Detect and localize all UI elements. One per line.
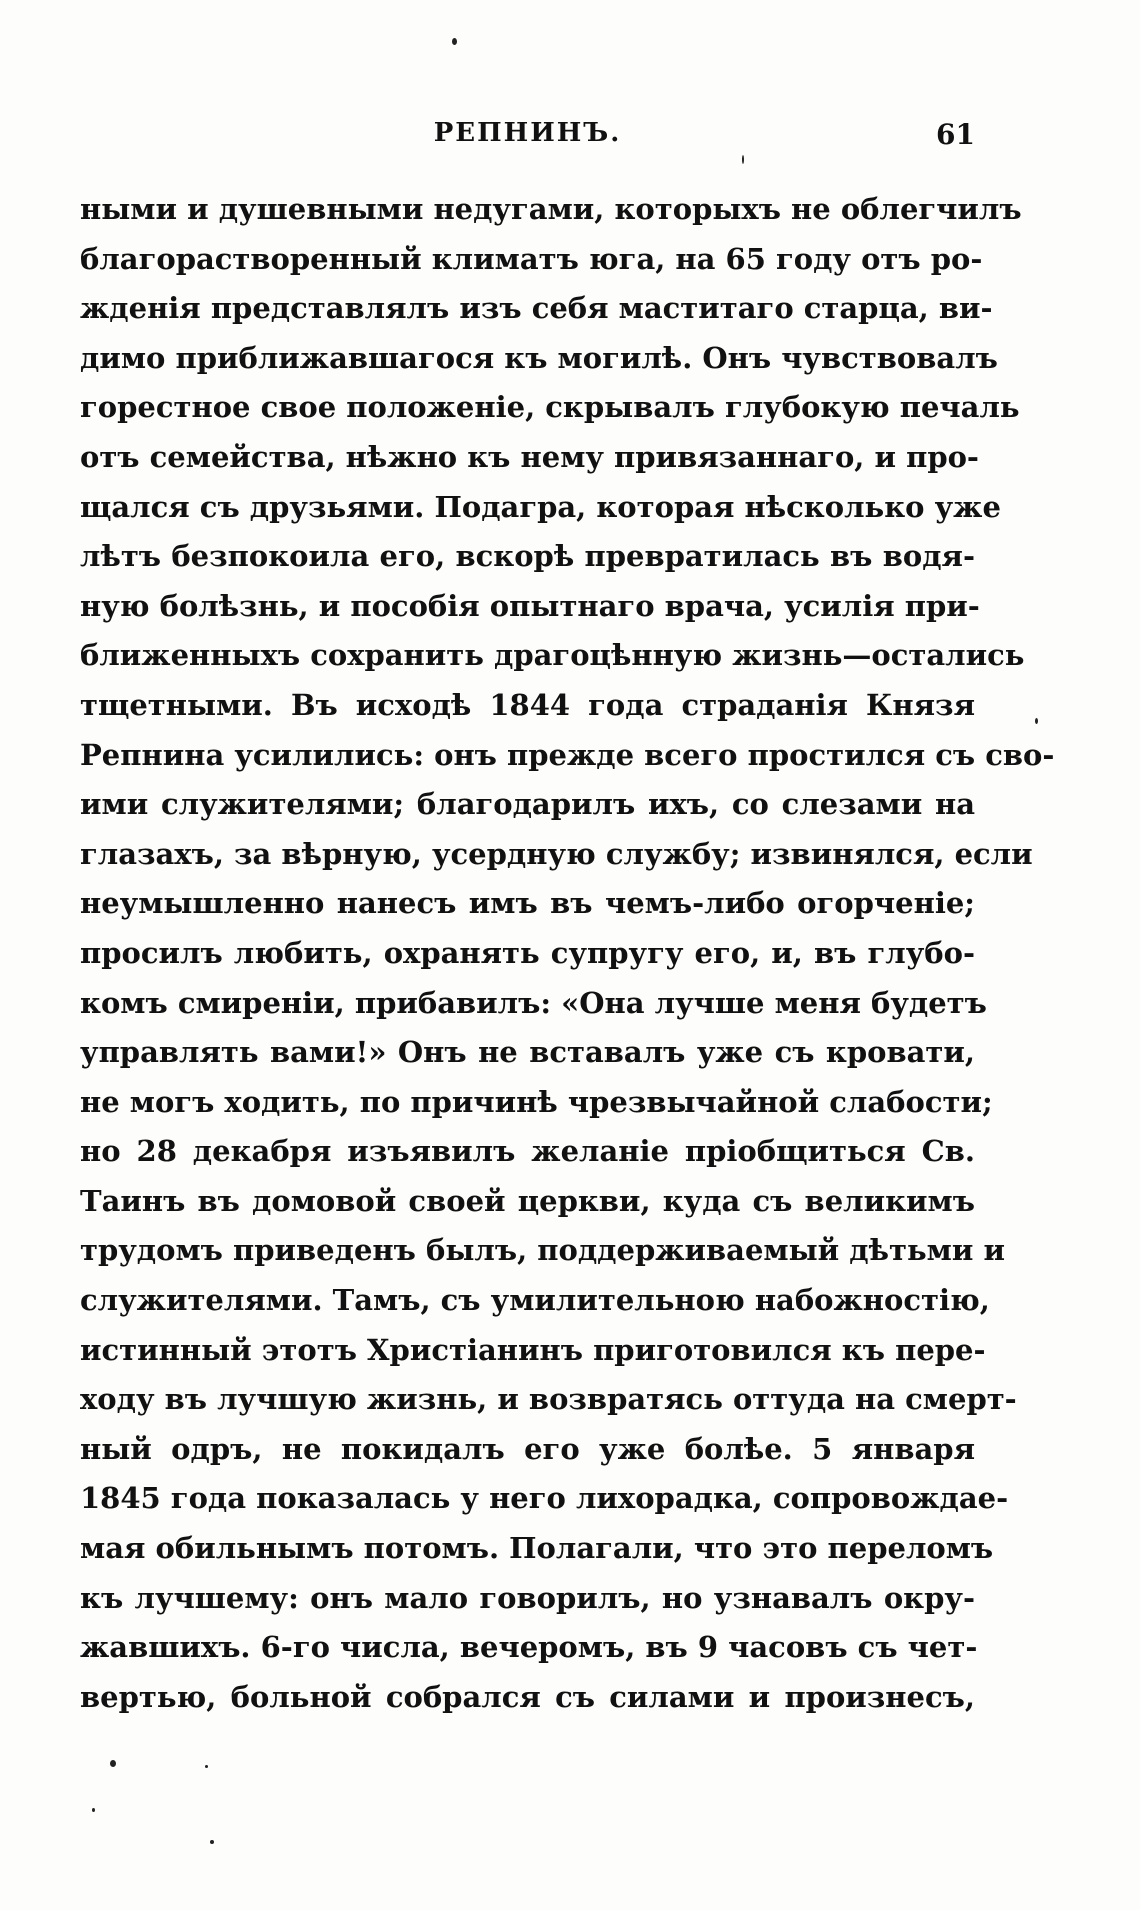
text-line: вертью, больной собрался съ силами и произнесъ, <box>80 1679 975 1714</box>
text-line: неумышленно нанесъ имъ въ чемъ-либо огорченіе; <box>80 886 975 921</box>
text-line: Таинъ въ домовой своей церкви, куда съ великимъ <box>80 1183 975 1218</box>
text-line: ную болѣзнь, и пособія опытнаго врача, усилія при- <box>80 588 980 623</box>
text-line: но 28 декабря изъявилъ желаніе пріобщиться Св. <box>80 1134 975 1169</box>
text-line: ближенныхъ сохранить драгоцѣнную жизнь—остались <box>80 638 1025 673</box>
text-line: димо приближавшагося къ могилѣ. Онъ чувствовалъ <box>80 340 998 375</box>
scan-speck <box>1035 718 1038 724</box>
text-line: лѣтъ безпокоила его, вскорѣ превратилась въ водя- <box>80 539 975 574</box>
text-line: ный одръ, не покидалъ его уже болѣе. 5 января <box>80 1431 975 1466</box>
scan-speck <box>742 155 744 164</box>
scan-speck <box>110 1760 116 1767</box>
page-header <box>80 118 975 158</box>
scan-speck <box>205 1765 208 1768</box>
text-line: ными и душевными недугами, которыхъ не облегчилъ <box>80 192 1022 226</box>
text-line: жденія представлялъ изъ себя маститаго старца, ви- <box>80 291 993 326</box>
text-line: жавшихъ. 6-го числа, вечеромъ, въ 9 часовъ съ чет- <box>80 1630 978 1665</box>
text-line: служителями. Тамъ, съ умилительною набожностію, <box>80 1283 990 1318</box>
scan-speck <box>92 1808 95 1812</box>
text-line: истинный этотъ Христіанинъ приготовился къ пере- <box>80 1332 986 1367</box>
text-line: не могъ ходить, по причинѣ чрезвычайной слабости; <box>80 1084 993 1119</box>
text-line: къ лучшему: онъ мало говорилъ, но узнавалъ окру- <box>80 1580 975 1615</box>
text-line: щался съ друзьями. Подагра, которая нѣсколько уже <box>80 489 1001 524</box>
text-line: тщетными. Въ исходѣ 1844 года страданія Князя <box>80 687 975 722</box>
text-line: управлять вами!» Онъ не вставалъ уже съ кровати, <box>80 1035 975 1070</box>
text-line: глазахъ, за вѣрную, усердную службу; извинялся, если <box>80 836 1033 871</box>
text-line: Репнина усилились: онъ прежде всего простился съ сво- <box>80 737 1055 772</box>
running-title: РЕПНИНЪ. <box>433 118 622 148</box>
text-line: 1845 года показалась у него лихорадка, сопровождае- <box>80 1481 1009 1516</box>
text-line: отъ семейства, нѣжно къ нему привязаннаго, и про- <box>80 439 979 474</box>
text-line: горестное свое положеніе, скрывалъ глубокую печаль <box>80 390 1020 425</box>
text-line: благорастворенный климатъ юга, на 65 году отъ ро- <box>80 241 983 276</box>
text-line: просилъ любить, охранять супругу его, и, въ глубо- <box>80 935 975 970</box>
scan-speck <box>210 1840 214 1844</box>
text-line: трудомъ приведенъ былъ, поддерживаемый дѣтьми и <box>80 1233 1005 1268</box>
text-line: ходу въ лучшую жизнь, и возвратясь оттуда на смерт- <box>80 1382 1017 1417</box>
scan-speck <box>452 38 457 45</box>
text-line: мая обильнымъ потомъ. Полагали, что это переломъ <box>80 1531 994 1566</box>
text-line: комъ смиреніи, прибавилъ: «Она лучше меня будетъ <box>80 985 987 1020</box>
page-number: 61 <box>936 118 975 151</box>
body-text <box>80 185 1055 1722</box>
text-line: ими служителями; благодарилъ ихъ, со слезами на <box>80 787 975 822</box>
